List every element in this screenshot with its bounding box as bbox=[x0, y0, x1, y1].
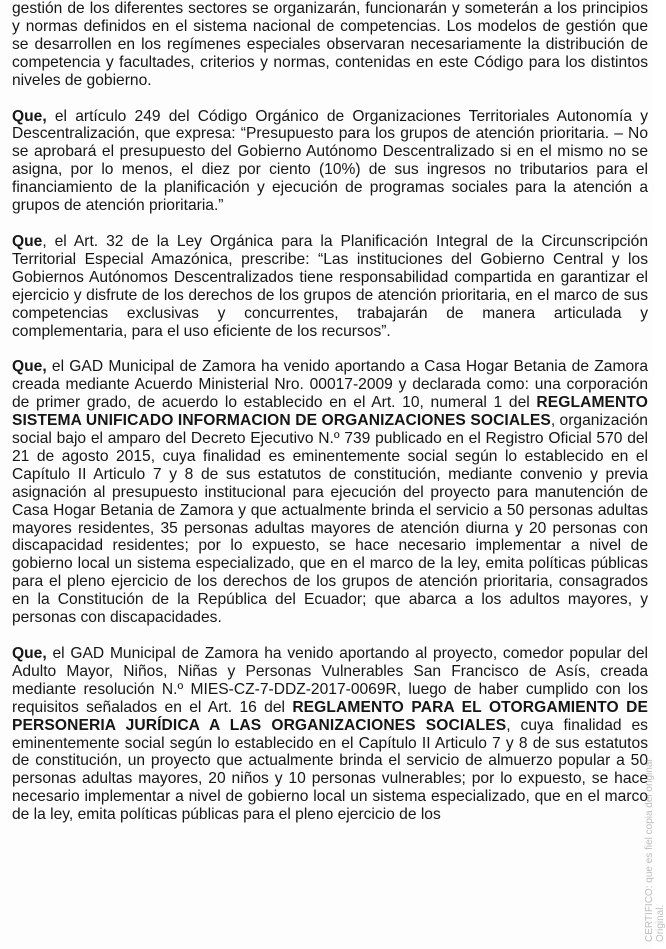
paragraph-5-text-b: , cuya finalidad es eminentemente social según lo establecido en el Capítulo II Articulo 7 y 8 de sus estatutos de constitución, un proyecto que actualmente brinda el servicio de almuerzo popular a 50 personas adultas mayores, 20 niños y 10 personas vulnerables; por lo expuesto, se hace necesario implementar a nivel de gobierno local un sistema especializado, que en el marco de la ley, emita políticas públicas para el pleno ejercicio de los bbox=[12, 716, 648, 824]
paragraph-4 bbox=[12, 358, 648, 627]
stamp-text bbox=[644, 712, 666, 942]
paragraph-4-text-b: , organización social bajo el amparo del Decreto Ejecutivo N.º 739 publicado en el Registro Oficial 570 del 21 de agosto 2015, cuya finalidad es eminentemente social según lo establecido en el Capítulo II Articulo 7 y 8 de sus estatutos de constitución, mediante convenio y previa asignación al presupuesto institucional para ejecución del proyecto para manutención de Casa Hogar Betania de Zamora y que actualmente brinda el servicio a 50 personas adultas mayores residentes, 35 personas adultas mayores de atención diurna y 20 personas con discapacidad residentes; por lo expuesto, se hace necesario implementar a nivel de gobierno local un sistema especializado, que en el marco de la ley, emita políticas públicas para el pleno ejercicio de los derechos de los grupos de atención prioritaria, consagrados en la Constitución de la República del Ecuador; que abarca a los adultos mayores, y personas con discapacidades. bbox=[12, 412, 648, 627]
paragraph-1-text: gestión de los diferentes sectores se organizarán, funcionarán y someterán a los principios y normas definidos en el sistema nacional de competencias. Los modelos de gestión que se desarrollen en los regímenes especiales observaran necesariamente la distribución de competencia y facultades, criterios y normas, contenidas en este Código para los distintos niveles de gobierno. bbox=[12, 0, 648, 89]
paragraph-4-keyword: Que, bbox=[12, 358, 47, 376]
certification-stamp bbox=[608, 712, 666, 942]
stamp-line-1: Original. bbox=[655, 904, 666, 942]
paragraph-5-keyword: Que, bbox=[12, 645, 47, 662]
paragraph-3-text: , el Art. 32 de la Ley Orgánica para la Planificación Integral de la Circunscripción Territorial Especial Amazónica, prescribe: “Las instituciones del Gobierno Central y los Gobiernos Autónomos Descentralizados tiene responsabilidad compartida en garantizar el ejercicio y disfrute de los derechos de los grupos de atención prioritaria, en el marco de sus competencias exclusivas y concurrentes, trabajarán de manera articulada y complementaria, para el uso eficiente de los recursos”. bbox=[12, 232, 648, 340]
paragraph-2-keyword: Que, bbox=[12, 107, 47, 125]
paragraph-2-text: el artículo 249 del Código Orgánico de Organizaciones Territoriales Autonomía y Descentralización, que expresa: “Presupuesto para los grupos de atención prioritaria. – No se aprobará el presupuesto del Gobierno Autónomo Descentralizado si en el mismo no se asigna, por lo menos, el diez por ciento (10%) de sus ingresos no tributarios para el financiamiento de la planificación y ejecución de programas sociales para la atención a grupos de atención prioritaria.” bbox=[12, 107, 648, 215]
paragraph-5-regulation-title: REGLAMENTO PARA EL OTORGAMIENTO DE PERSONERIA JURÍDICA A LAS ORGANIZACIONES SOCIALES bbox=[12, 698, 648, 734]
paragraph-3-keyword: Que bbox=[12, 232, 43, 250]
paragraph-4-regulation-title: REGLAMENTO SISTEMA UNIFICADO INFORMACION DE ORGANIZACIONES SOCIALES bbox=[12, 394, 648, 430]
paragraph-4-text-a: el GAD Municipal de Zamora ha venido aportando a Casa Hogar Betania de Zamora creada mediante Acuerdo Ministerial Nro. 00017-2009 y declarada como: una corporación de primer grado, de acuerdo lo establecido en el Art. 10, numeral 1 del bbox=[12, 358, 648, 412]
paragraph-5-text-a: el GAD Municipal de Zamora ha venido aportando al proyecto, comedor popular del Adulto Mayor, Niños, Niñas y Personas Vulnerables San Francisco de Asís, creada mediante resolución N.º MIES-CZ-7-DDZ-2017-0069R, luego de haber cumplido con los requisitos señalados en el Art. 16 del bbox=[12, 645, 648, 716]
paragraph-2 bbox=[12, 108, 648, 215]
paragraph-3 bbox=[12, 233, 648, 340]
document-body bbox=[12, 0, 648, 842]
paragraph-5 bbox=[12, 645, 648, 824]
paragraph-1 bbox=[12, 0, 648, 90]
stamp-line-2: CERTIFICO: que es fiel copia del original bbox=[644, 759, 655, 942]
